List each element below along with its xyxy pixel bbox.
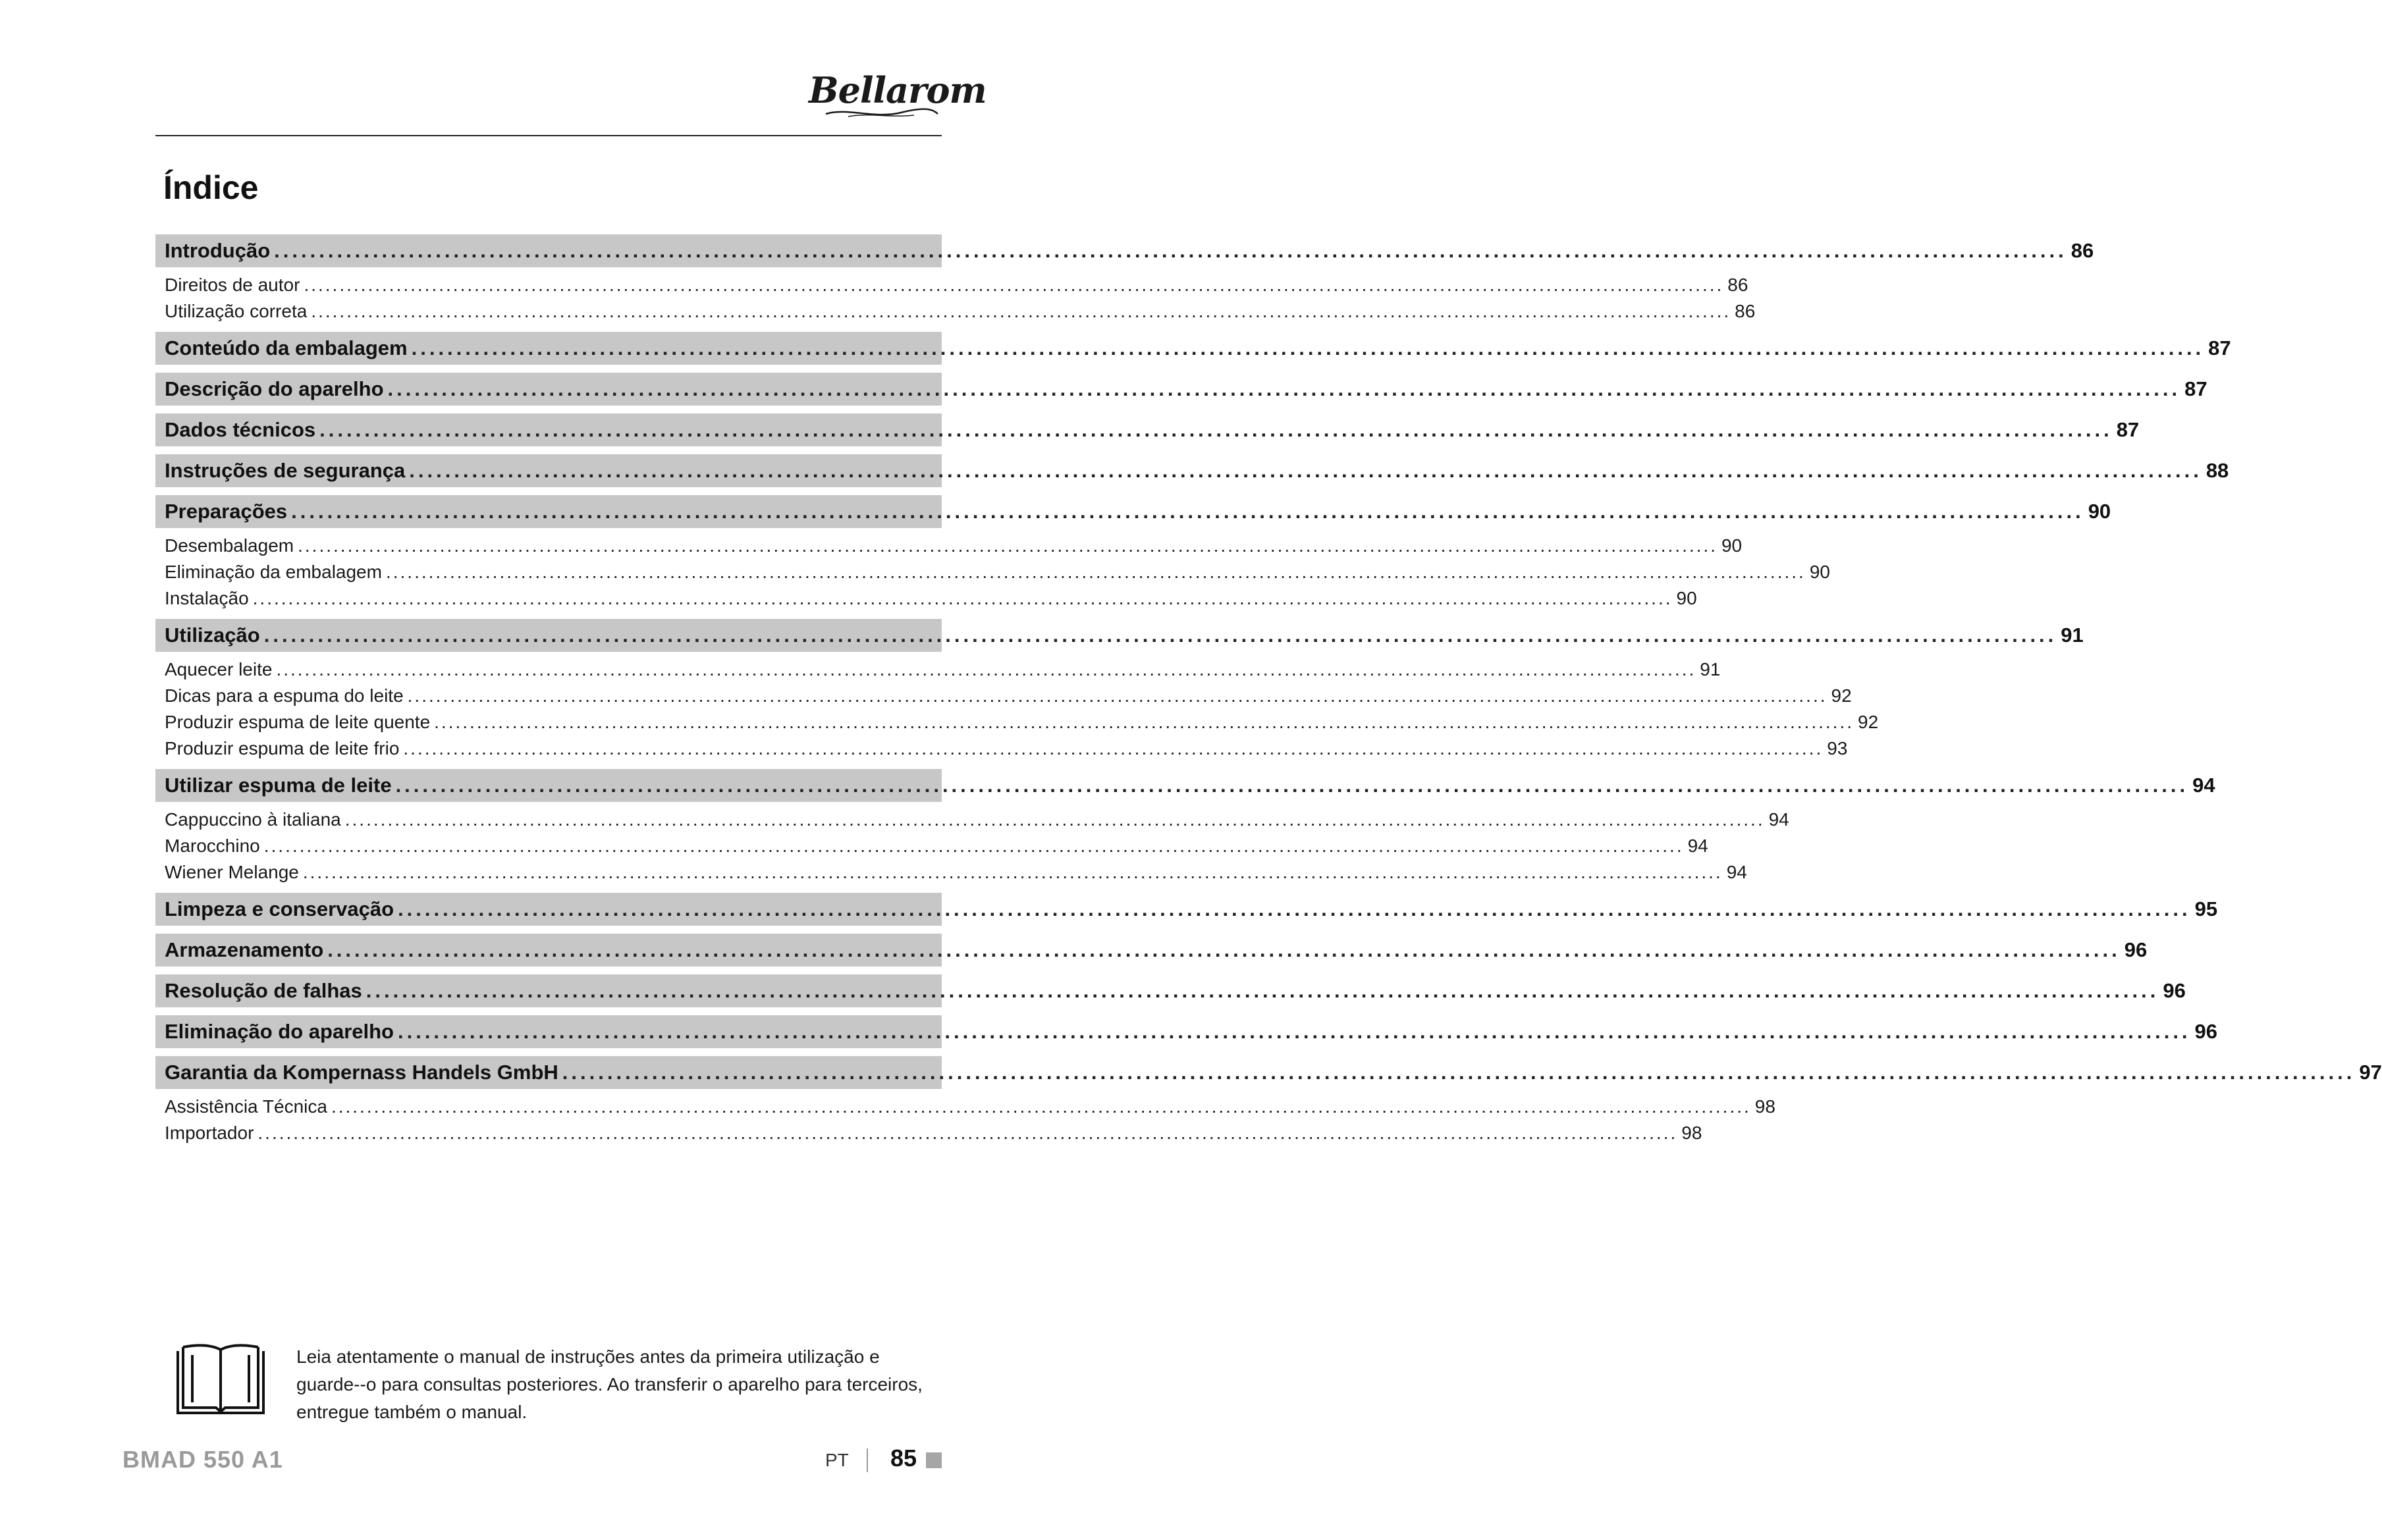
toc-leader-dots: ........................................................................................................................................................................................................ — [252, 588, 1673, 608]
toc-section-heading[interactable] — [155, 619, 2084, 652]
toc-section-heading[interactable] — [155, 934, 2148, 967]
toc-label: Wiener Melange — [165, 862, 299, 882]
toc-page-number: 90 — [1809, 562, 1830, 582]
toc-page-number: 91 — [2061, 624, 2084, 647]
toc-leader-dots: ........................................................................................................................................................................................................ — [298, 535, 1718, 556]
toc-label: Conteúdo da embalagem — [165, 336, 408, 359]
toc-leader-dots: ........................................................................................................................................................................................................ — [395, 774, 2189, 797]
toc-section-heading[interactable] — [155, 332, 2231, 365]
toc-leader-dots: ........................................................................................................................................................................................................ — [385, 562, 1806, 582]
brand-logo-text: Bellarom — [809, 69, 987, 111]
toc-page-number: 91 — [1700, 659, 1721, 679]
toc-subsection-item[interactable] — [155, 1094, 1775, 1119]
toc-section-heading[interactable] — [155, 495, 2111, 528]
toc-label: Aquecer leite — [165, 659, 273, 679]
page-marker-square — [926, 1452, 942, 1468]
footer-separator — [867, 1448, 868, 1472]
toc-leader-dots: ........................................................................................................................................................................................................ — [274, 239, 2067, 262]
toc-leader-dots: ........................................................................................................................................................................................................ — [319, 418, 2113, 441]
toc-section-heading[interactable] — [155, 373, 2207, 406]
toc-label: Descrição do aparelho — [165, 377, 384, 400]
toc-page-number: 93 — [1827, 738, 1848, 758]
toc-leader-dots: ........................................................................................................................................................................................................ — [407, 685, 1827, 706]
toc-label: Instalação — [165, 588, 249, 608]
toc-leader-dots: ........................................................................................................................................................................................................ — [397, 1020, 2191, 1043]
toc-subsection-item[interactable] — [155, 657, 1721, 682]
toc-subsection-item[interactable] — [155, 586, 1697, 611]
toc-page-number: 92 — [1858, 712, 1879, 732]
toc-leader-dots: ........................................................................................................................................................................................................ — [409, 459, 2202, 482]
brand-logo — [809, 69, 987, 122]
toc-page-number: 95 — [2194, 897, 2218, 920]
toc-subsection-item[interactable] — [155, 807, 1789, 832]
toc-page-number: 94 — [1768, 809, 1789, 830]
toc-leader-dots: ........................................................................................................................................................................................................ — [434, 712, 1854, 732]
toc-page-number: 90 — [1676, 588, 1697, 608]
toc-subsection-item[interactable] — [155, 860, 1747, 885]
toc-label: Desembalagem — [165, 535, 294, 556]
toc-page-number: 86 — [1735, 301, 1756, 321]
toc-page-number: 94 — [1726, 862, 1747, 882]
toc-label: Cappuccino à italiana — [165, 809, 341, 830]
header-divider — [155, 135, 942, 136]
toc-label: Importador — [165, 1123, 254, 1143]
toc-label: Resolução de falhas — [165, 979, 362, 1002]
toc-page-number: 92 — [1831, 685, 1852, 706]
toc-subsection-item[interactable] — [155, 710, 1879, 735]
toc-label: Eliminação da embalagem — [165, 562, 382, 582]
open-book-icon — [171, 1342, 270, 1421]
toc-label: Armazenamento — [165, 938, 324, 961]
toc-subsection-item[interactable] — [155, 273, 1748, 298]
toc-leader-dots: ........................................................................................................................................................................................................ — [403, 738, 1824, 758]
toc-page-number: 96 — [2124, 938, 2148, 961]
toc-subsection-item[interactable] — [155, 834, 1708, 859]
toc-section-heading[interactable] — [155, 413, 2140, 446]
toc-label: Limpeza e conservação — [165, 897, 394, 920]
toc-label: Instruções de segurança — [165, 459, 406, 482]
toc-leader-dots: ........................................................................................................................................................................................................ — [411, 336, 2205, 359]
toc-label: Marocchino — [165, 836, 260, 856]
toc-leader-dots: ........................................................................................................................................................................................................ — [331, 1096, 1751, 1117]
toc-page-number: 87 — [2208, 336, 2231, 359]
toc-section-heading[interactable] — [155, 1015, 2218, 1048]
toc-page-number: 87 — [2184, 377, 2207, 400]
toc-section-heading[interactable] — [155, 234, 2094, 267]
reading-instruction-note: Leia atentamente o manual de instruções antes da primeira utilização e guarde--o para consultas posteriores. Ao transferir o aparelho para terceiros, entregue também o manual. — [296, 1346, 923, 1422]
toc-page-number: 88 — [2206, 459, 2229, 482]
footer-language: PT — [825, 1450, 849, 1470]
toc-label: Utilização — [165, 624, 260, 647]
toc-page-number: 90 — [2088, 500, 2111, 523]
toc-leader-dots: ........................................................................................................................................................................................................ — [311, 301, 1731, 321]
toc-section-heading[interactable] — [155, 893, 2218, 926]
toc-label: Introdução — [165, 239, 271, 262]
toc-page-number: 97 — [2359, 1061, 2382, 1084]
toc-leader-dots: ........................................................................................................................................................................................................ — [304, 275, 1724, 295]
toc-label: Garantia da Kompernass Handels GmbH — [165, 1061, 558, 1084]
toc-label: Eliminação do aparelho — [165, 1020, 394, 1043]
toc-page-number: 94 — [1687, 836, 1708, 856]
toc-leader-dots: ........................................................................................................................................................................................................ — [327, 938, 2121, 961]
footer-model-number: BMAD 550 A1 — [122, 1446, 283, 1473]
toc-page-number: 90 — [1721, 535, 1743, 556]
toc-leader-dots: ........................................................................................................................................................................................................ — [263, 624, 2057, 647]
toc-page-number: 87 — [2116, 418, 2140, 441]
toc-leader-dots: ........................................................................................................................................................................................................ — [302, 862, 1723, 882]
toc-subsection-item[interactable] — [155, 533, 1743, 558]
toc-section-heading[interactable] — [155, 769, 2215, 802]
toc-leader-dots: ........................................................................................................................................................................................................ — [263, 836, 1684, 856]
toc-label: Utilização correta — [165, 301, 308, 321]
toc-page-number: 96 — [2194, 1020, 2218, 1043]
toc-label: Assistência Técnica — [165, 1096, 327, 1117]
toc-leader-dots: ........................................................................................................................................................................................................ — [387, 377, 2181, 400]
toc-section-heading[interactable] — [155, 1056, 2382, 1089]
toc-label: Produzir espuma de leite quente — [165, 712, 431, 732]
toc-page-number: 96 — [2163, 979, 2186, 1002]
toc-label: Dicas para a espuma do leite — [165, 685, 404, 706]
toc-subsection-item[interactable] — [155, 683, 1852, 708]
logo-swash-icon — [822, 106, 940, 120]
toc-label: Produzir espuma de leite frio — [165, 738, 400, 758]
page-title: Índice — [163, 169, 259, 206]
toc-page-number: 86 — [2071, 239, 2094, 262]
toc-section-heading[interactable] — [155, 454, 2229, 487]
toc-page-number: 98 — [1681, 1123, 1702, 1143]
footer-page-number: 85 — [890, 1445, 917, 1472]
toc-label: Dados técnicos — [165, 418, 316, 441]
toc-subsection-item[interactable] — [155, 299, 1756, 324]
toc-leader-dots: ........................................................................................................................................................................................................ — [344, 809, 1765, 830]
toc-leader-dots: ........................................................................................................................................................................................................ — [365, 979, 2159, 1002]
toc-page-number: 86 — [1727, 275, 1748, 295]
toc-label: Preparações — [165, 500, 288, 523]
toc-section-heading[interactable] — [155, 974, 2186, 1007]
toc-label: Utilizar espuma de leite — [165, 774, 392, 797]
toc-leader-dots: ........................................................................................................................................................................................................ — [276, 659, 1696, 679]
toc-subsection-item[interactable] — [155, 1121, 1702, 1146]
toc-label: Direitos de autor — [165, 275, 300, 295]
toc-leader-dots: ........................................................................................................................................................................................................ — [291, 500, 2084, 523]
toc-page-number: 94 — [2192, 774, 2215, 797]
toc-subsection-item[interactable] — [155, 560, 1830, 585]
toc-page-number: 98 — [1754, 1096, 1775, 1117]
toc-leader-dots: ........................................................................................................................................................................................................ — [257, 1123, 1678, 1143]
toc-leader-dots: ........................................................................................................................................................................................................ — [562, 1061, 2356, 1084]
toc-subsection-item[interactable] — [155, 736, 1848, 761]
toc-leader-dots: ........................................................................................................................................................................................................ — [398, 897, 2191, 920]
